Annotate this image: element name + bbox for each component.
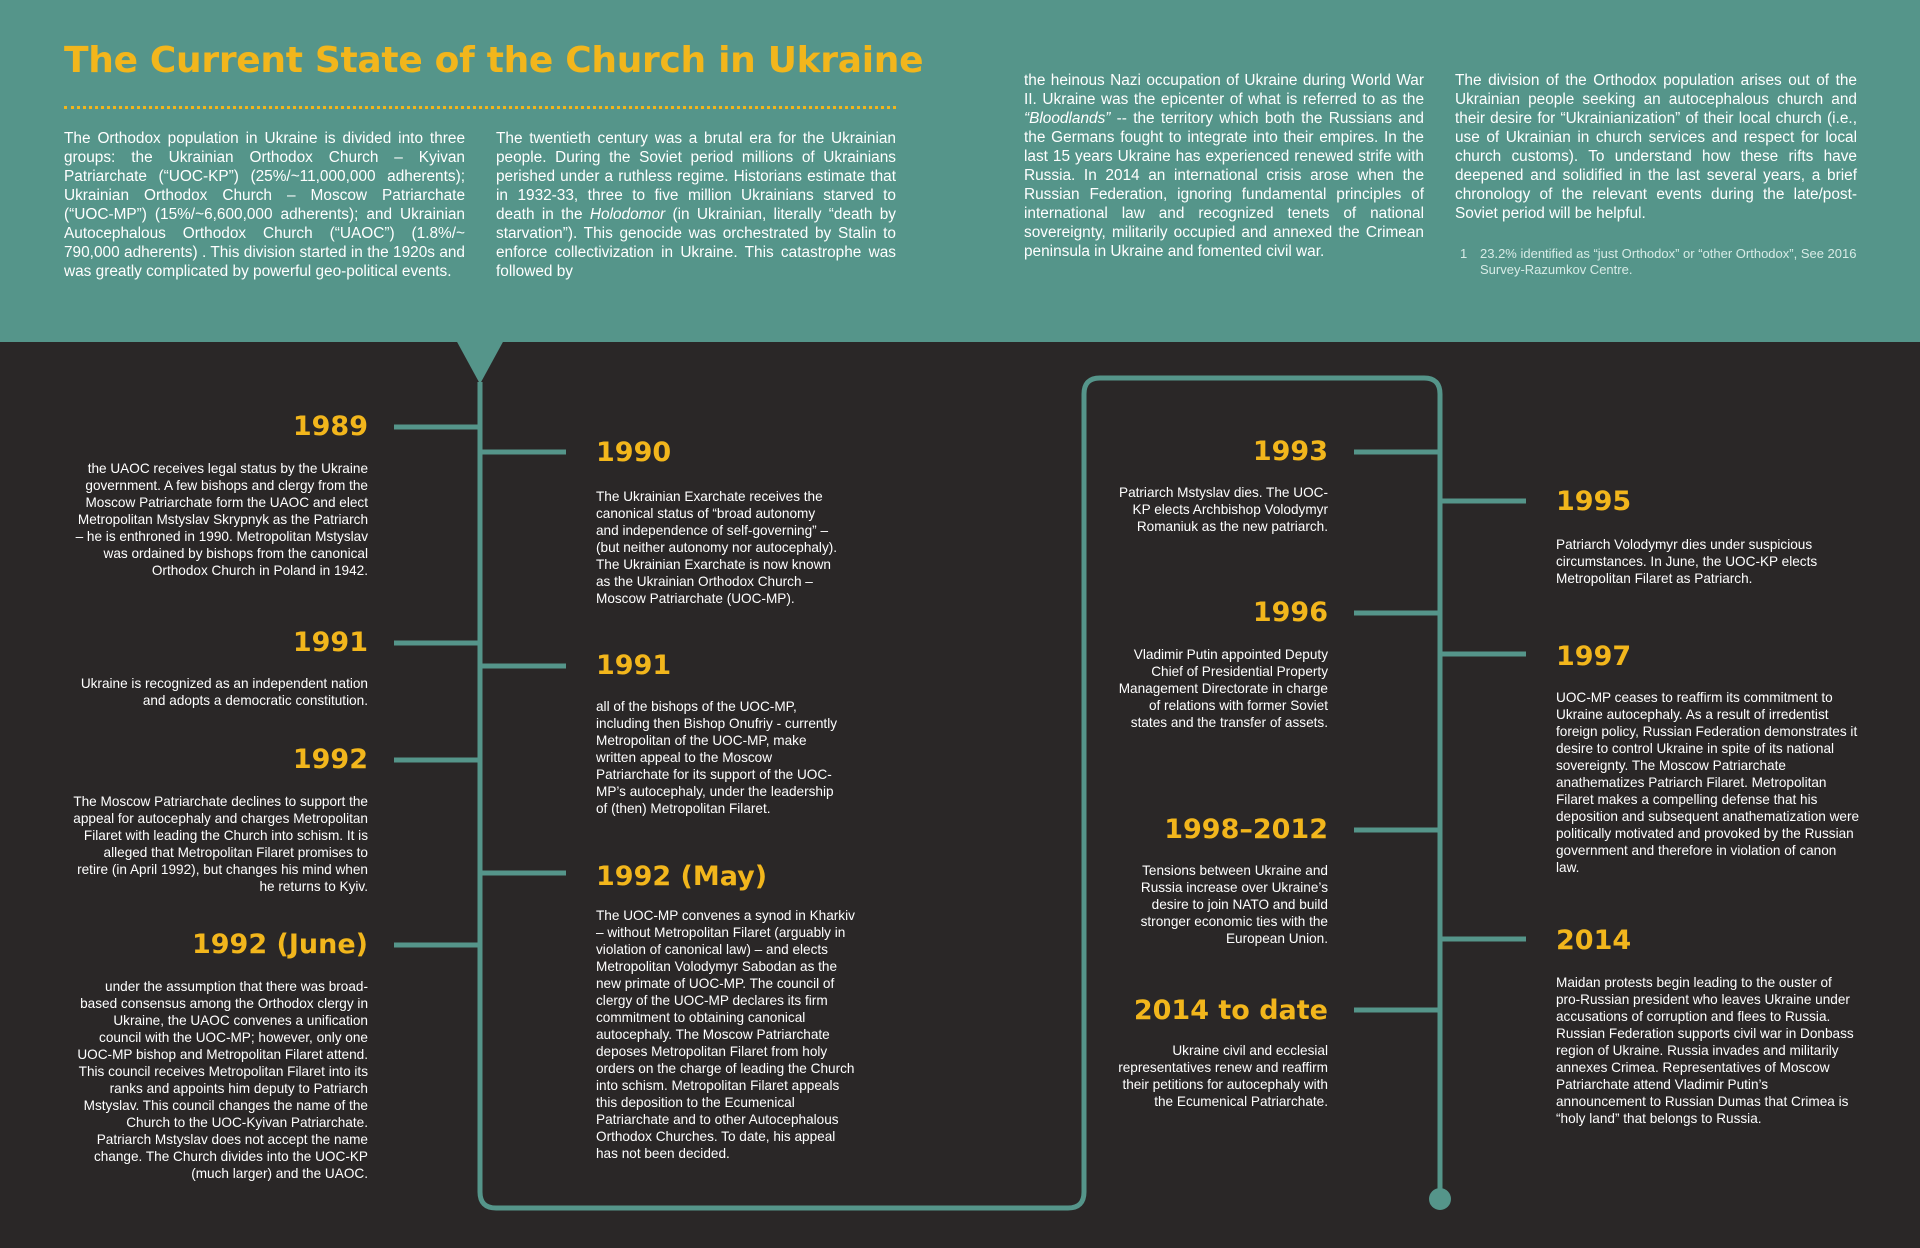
- year-1989: 1989: [292, 411, 368, 442]
- year-1993: 1993: [1252, 436, 1328, 467]
- intro-column-2-text-a: The twentieth century was a brutal era for the Ukrainian people. During the Soviet period millions of Ukrainians perished under a ruthless regime. Historians estimate that in 1932-33, three to five million Ukrainians starved to death in the: [496, 130, 896, 223]
- year-1998-2012: 1998–2012: [1164, 814, 1328, 845]
- year-1995: 1995: [1556, 486, 1632, 517]
- event-1992-text: The Moscow Patriarchate declines to support the appeal for autocephaly and charges Metropolitan Filaret with leading the Church into schism. It is alleged that Metropolitan Filaret promises to retire (in April 1992), but changes his mind when he returns to Kyiv.: [73, 794, 368, 894]
- intro-column-4: The division of the Orthodox population arises out of the Ukrainian people seeking an autocephalous church and their desire for “Ukrainianization” of their local church (i.e., use of Ukrainian in church services and respect for local church customs). To understand how these rifts have deepened and solidified in the last several years, a brief chronology of the relevant events during the late/post-Soviet period will be helpful.: [1455, 72, 1857, 222]
- year-1996: 1996: [1252, 597, 1328, 628]
- year-1997: 1997: [1556, 641, 1632, 672]
- footnote-number: 1: [1460, 246, 1468, 261]
- year-1992-may: 1992 (May): [596, 861, 768, 892]
- bloodlands-term: “Bloodlands”: [1024, 110, 1111, 127]
- intro-column-1: The Orthodox population in Ukraine is divided into three groups: the Ukrainian Orthodox Church – Kyivan Patriarchate (“UOC-KP”) (25%/~11,000,000 adherents); Ukrainian Orthodox Church – Moscow Patriarchate (“UOC-MP”) (15%/~6,600,000 adherents); and Ukrainian Autocephalous Orthodox Church (“UAOC”) (1.8%/~ 790,000 adherents) . This division started in the 1920s and was greatly complicated by powerful geo-political events.: [64, 130, 465, 280]
- intro-column-3-text-b: -- the territory which both the Russians and the Germans fought to integrate into their empires. In the last 15 years Ukraine has experienced renewed strife with Russia. In 2014 an international crisis arose when the Russian Federation, ignoring fundamental principles of international law and recognized tenets of national sovereignty, militarily occupied and annexed the Crimean peninsula in Ukraine and fomented civil war.: [1024, 110, 1424, 260]
- event-1989-text: the UAOC receives legal status by the Ukraine government. A few bishops and clergy from the Moscow Patriarchate form the UAOC and elect Metropolitan Mstyslav Skrypnyk as the Patriarch – he is enthroned in 1990. Metropolitan Mstyslav was ordained by bishops from the canonical Orthodox Church in Poland in 1942.: [75, 461, 368, 578]
- event-1990-text: The Ukrainian Exarchate receives the canonical status of “broad autonomy and independence of self-governing” – (but neither autonomy nor autocephaly). The Ukrainian Exarchate is now known as the Ukrainian Orthodox Church – Moscow Patriarchate (UOC-MP).: [596, 489, 838, 606]
- year-1990: 1990: [596, 437, 672, 468]
- event-1996-text: Vladimir Putin appointed Deputy Chief of Presidential Property Management Directorate in charge of relations with former Soviet states and the transfer of assets.: [1118, 647, 1328, 730]
- event-1998-2012-text: Tensions between Ukraine and Russia increase over Ukraine’s desire to join NATO and build stronger economic ties with the European Union.: [1140, 863, 1328, 946]
- footnote-text: 23.2% identified as “just Orthodox” or “other Orthodox”, See 2016 Survey-Razumkov Centre.: [1480, 246, 1857, 277]
- year-2014-to-date: 2014 to date: [1133, 995, 1328, 1026]
- intro-column-2-text-b: (in Ukrainian, literally “death by starvation”). This genocide was orchestrated by Stalin to enforce collectivization in Ukraine. This catastrophe was followed by: [496, 206, 897, 280]
- event-1992-june-text: under the assumption that there was broad-based consensus among the Orthodox clergy in Ukraine, the UAOC convenes a unification council with the UOC-MP; however, only one UOC-MP bishop and Metropolitan Filaret attend. This council receives Metropolitan Filaret into its ranks and appoints him deputy to Patriarch Mstyslav. This council changes the name of the Church to the UOC-Kyivan Patriarchate. Patriarch Mstyslav does not accept the name change. The Church divides into the UOC-KP (much larger) and the UAOC.: [77, 979, 368, 1181]
- year-1992-june: 1992 (June): [191, 929, 368, 960]
- event-1992-may-text: The UOC-MP convenes a synod in Kharkiv – without Metropolitan Filaret (arguably in violation of canonical law) – and elects Metropolitan Volodymyr Sabodan as the new primate of UOC-MP. The council of clergy of the UOC-MP declares its firm commitment to obtaining canonical autocephaly. The Moscow Patriarchate deposes Metropolitan Filaret from holy orders on the charge of leading the Church into schism. Metropolitan Filaret appeals this deposition to the Ecumenical Patriarchate and to other Autocephalous Orthodox Churches. To date, his appeal has not been decided.: [596, 908, 855, 1161]
- event-2014-to-date-text: Ukraine civil and ecclesial representatives renew and reaffirm their petitions for autocephaly with the Ecumenical Patriarchate.: [1118, 1043, 1328, 1109]
- year-1991-left: 1991: [292, 627, 368, 658]
- event-2014-text: Maidan protests begin leading to the ouster of pro-Russian president who leaves Ukraine under accusations of corruption and flees to Russia. Russian Federation supports civil war in Donbass region of Ukraine. Russia invades and militarily annexes Crimea. Representatives of Moscow Patriarchate attend Vladimir Putin’s announcement to Russian Dumas that Crimea is “holy land” that belongs to Russia.: [1556, 975, 1854, 1126]
- year-2014: 2014: [1556, 925, 1632, 956]
- year-1991-right: 1991: [596, 650, 672, 681]
- intro-column-3-text-a: the heinous Nazi occupation of Ukraine during World War II. Ukraine was the epicenter of what is referred to as the: [1024, 72, 1424, 108]
- event-1993-text: Patriarch Mstyslav dies. The UOC-KP elects Archbishop Volodymyr Romaniuk as the new patriarch.: [1119, 485, 1328, 534]
- page-title: The Current State of the Church in Ukraine: [64, 40, 924, 81]
- event-1995-text: Patriarch Volodymyr dies under suspicious circumstances. In June, the UOC-KP elects Metropolitan Filaret as Patriarch.: [1556, 537, 1818, 586]
- event-1991-left-text: Ukraine is recognized as an independent nation and adopts a democratic constitution.: [80, 676, 368, 708]
- timeline-end-dot: [1429, 1188, 1451, 1210]
- year-1992: 1992: [292, 744, 368, 775]
- holodomor-term: Holodomor: [589, 206, 666, 223]
- event-1991-right-text: all of the bishops of the UOC-MP, including then Bishop Onufriy - currently Metropolitan of the UOC-MP, make written appeal to the Moscow Patriarchate for its support of the UOC-MP’s autocephaly, under the leadership of (then) Metropolitan Filaret.: [596, 699, 838, 816]
- event-1997-text: UOC-MP ceases to reaffirm its commitment to Ukraine autocephaly. As a result of irredentist foreign policy, Russian Federation demonstrates it desire to control Ukraine in spite of its national sovereignty. The Moscow Patriarchate anathematizes Patriarch Filaret. Metropolitan Filaret makes a compelling defense that his deposition and subsequent anathematization were politically motivated and provoked by the Russian government and therefore in violation of canon law.: [1556, 690, 1860, 875]
